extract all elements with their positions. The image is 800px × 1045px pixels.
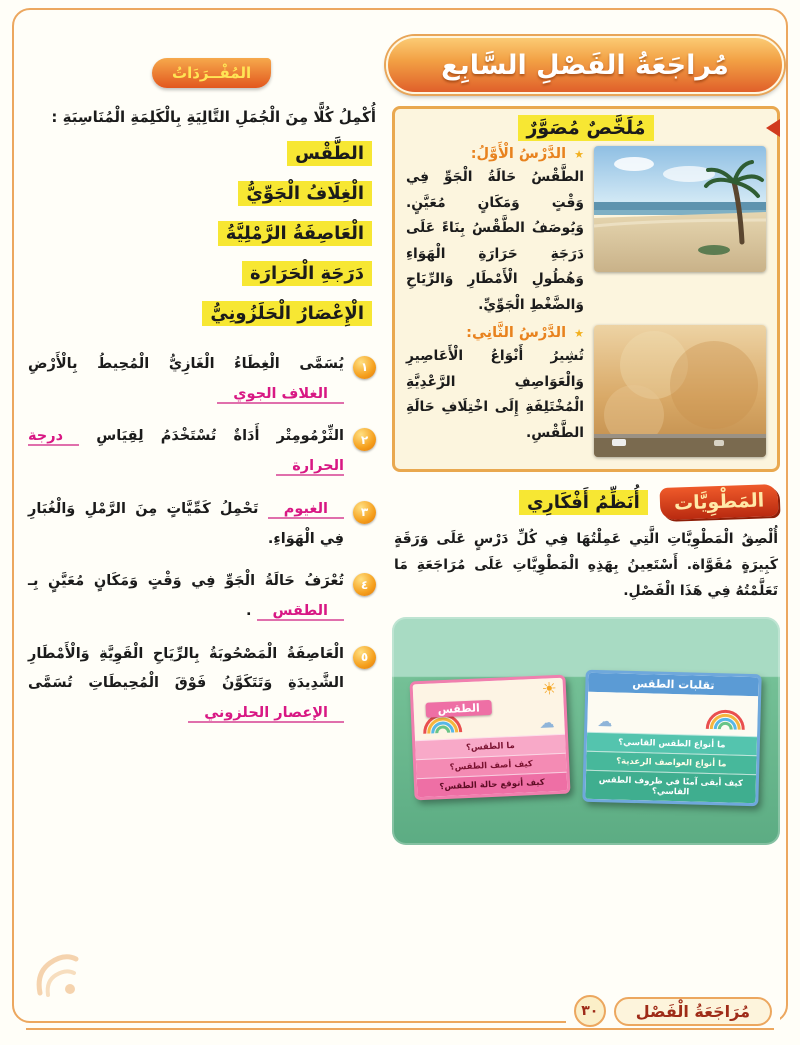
question-number-badge: ٢: [353, 428, 376, 451]
foldables-logo: المَطْوِيَّات: [659, 484, 778, 520]
vocab-word: الْغِلَافُ الْجَوِّيُّ: [32, 183, 372, 204]
question-text: الْعَاصِفَةُ الْمَصْحُوبَةُ بِالرِّيَاحِ الْقَوِيَّةِ وَالْأَمْطَارِ الشَّدِيدَةِ وَتَتَكَوَّنُ فَوْقَ الْمُحِيطَاتِ تُسَمَّى الإعصار الحلزوني: [28, 645, 344, 722]
blue-card-flap: ما أنواع الطقس القاسي؟: [587, 732, 757, 755]
ribbon-icon: [766, 119, 780, 137]
answer-blank: الغلاف الجوي: [217, 386, 344, 404]
blue-card-title: تقلبات الطقس: [588, 673, 758, 696]
illustrated-summary-panel: [392, 106, 780, 472]
summary-title: مُلَخَّصٌ مُصَوَّرٌ: [406, 117, 766, 139]
cloud-icon: ☁: [539, 713, 555, 733]
vocab-word: الْإِعْصَارُ الْحَلَزُونِيُّ: [32, 303, 372, 324]
pink-card-flap: كيف أصف الطقس؟: [416, 753, 567, 779]
vocab-word: دَرَجَةِ الْحَرَارَة: [32, 263, 372, 284]
vocab-word: الْعَاصِفَةُ الرَّمْلِيَّةُ: [32, 223, 372, 244]
sparkle-icon: ★: [574, 148, 584, 161]
questions-list: [28, 350, 376, 729]
exercise-instruction: أُكْمِلُ كُلًّا مِنَ الْجُمَلِ التَّالِيَةِ بِالْكَلِمَةِ الْمُنَاسِبَةِ :: [51, 108, 376, 126]
question-item: [28, 495, 376, 554]
lesson-1-text: الطَّقْسُ حَالَةُ الْجَوِّ فِي وَقْتٍ وَمَكَانٍ مُعَيَّنٍ. وَيُوصَفُ الطَّقْسُ بِنَاءً عَلَى دَرَجَةِ حَرَارَةِ الْهَوَاءِ وَهُطُولِ الْأَمْطَارِ وَالرِّيَاحِ وَالضَّغْطِ الْجَوِّيِّ.: [406, 169, 584, 313]
decorative-border-bottom: [26, 1028, 774, 1030]
vocab-word: الطَّقْس: [32, 143, 372, 164]
question-number-badge: ٤: [353, 573, 376, 596]
lesson-2-text: تُشِيرُ أَنْوَاعُ الْأَعَاصِيرِ وَالْعَوَاصِفِ الرَّعْدِيَّةِ الْمُخْتَلِفَةِ إِلَى اخْتِلَافِ حَالَةِ الطَّقْسِ.: [406, 348, 584, 441]
weather-changes-foldable-card: [582, 669, 761, 806]
lesson-1-label: ★ الدَّرْسُ الْأَوَّلُ:: [470, 146, 584, 162]
weather-foldable-card: [409, 675, 570, 801]
question-item: [28, 350, 376, 409]
cloud-icon: ☁: [597, 711, 613, 731]
lesson-2-block: [406, 325, 766, 457]
foldables-display-panel: [392, 617, 780, 845]
page-number: ٣٠: [574, 995, 606, 1027]
foldables-title: أُنَظِّمُ أَفْكَارِي: [519, 492, 648, 513]
vocabulary-exercise: [28, 104, 376, 742]
question-text: الثِّرْمُومِتْر أَدَاةٌ تُسْتَخْدَمُ لِقِيَاسِ درجة الحرارة: [28, 428, 344, 475]
chapter-review-banner: [386, 36, 784, 94]
lesson-1-block: [406, 146, 766, 318]
blue-card-flap: ما أنواع العواصف الرعدية؟: [586, 751, 756, 774]
question-item: [28, 567, 376, 626]
vocabulary-badge: [152, 58, 271, 88]
question-number-badge: ١: [353, 356, 376, 379]
question-item: [28, 422, 376, 481]
footer-section-label: مُرَاجَعَةُ الْفَصْل: [614, 997, 772, 1026]
pink-card-title: الطقس: [425, 700, 492, 718]
lesson-2-label: ★ الدَّرْسُ الثَّانِي:: [466, 325, 584, 342]
answer-blank: الغيوم: [268, 501, 344, 519]
answer-blank: الإعصار الحلزوني: [188, 705, 344, 723]
vocab-word-list: [28, 143, 376, 324]
pink-card-flap: ما الطقس؟: [415, 734, 566, 760]
summary-column: [392, 106, 780, 845]
question-item: [28, 640, 376, 729]
answer-blank: الطقس: [257, 603, 344, 621]
page-footer: [566, 995, 780, 1027]
question-number-badge: ٥: [353, 646, 376, 669]
beach-photo: [594, 146, 766, 272]
rainbow-icon: [705, 709, 746, 734]
question-number-badge: ٣: [353, 501, 376, 524]
sun-icon: ☀: [541, 679, 558, 700]
publisher-logo-watermark: [34, 949, 80, 1001]
sandstorm-photo: [594, 325, 766, 457]
question-text: الغيوم تَحْمِلُ كَمِّيَّاتٍ مِنَ الرَّمْلِ وَالْغُبَارِ فِي الْهَوَاءِ.: [28, 500, 344, 547]
foldables-header: [394, 486, 778, 518]
answer-blank: درجة الحرارة: [28, 428, 344, 475]
question-text: تُعْرَفُ حَالَةُ الْجَوِّ فِي وَقْتٍ وَمَكَانٍ مُعَيَّنٍ بِـ الطقس .: [28, 573, 344, 620]
pink-card-flap: كيف أتوقع حالة الطقس؟: [417, 772, 568, 798]
sparkle-icon: ★: [574, 327, 584, 341]
blue-card-flap: كيف أبقى آمنًا في ظروف الطقس القاسي؟: [585, 770, 756, 803]
foldables-instructions: أُلْصِقُ الْمَطْوِيَّاتِ الَّتِي عَمِلْتُهَا فِي كُلِّ دَرْسٍ عَلَى وَرَقَةٍ كَبِيرَةٍ مُقَوَّاة. أَسْتَعِينُ بِهَذِهِ الْمَطْوِيَّاتِ عَلَى مُرَاجَعَةِ مَا تَعَلَّمْتُهُ فِي هَذَا الْفَصْلِ.: [394, 531, 778, 599]
vocabulary-badge-label: المُفْــرَدَاتُ: [172, 64, 252, 82]
banner-title: مُراجَعَةُ الفَصْلِ السَّابِع: [441, 49, 729, 81]
question-text: يُسَمَّى الْغِطَاءُ الْغَازِيُّ الْمُحِيطُ بِالْأَرْضِ الغلاف الجوي: [28, 356, 344, 402]
